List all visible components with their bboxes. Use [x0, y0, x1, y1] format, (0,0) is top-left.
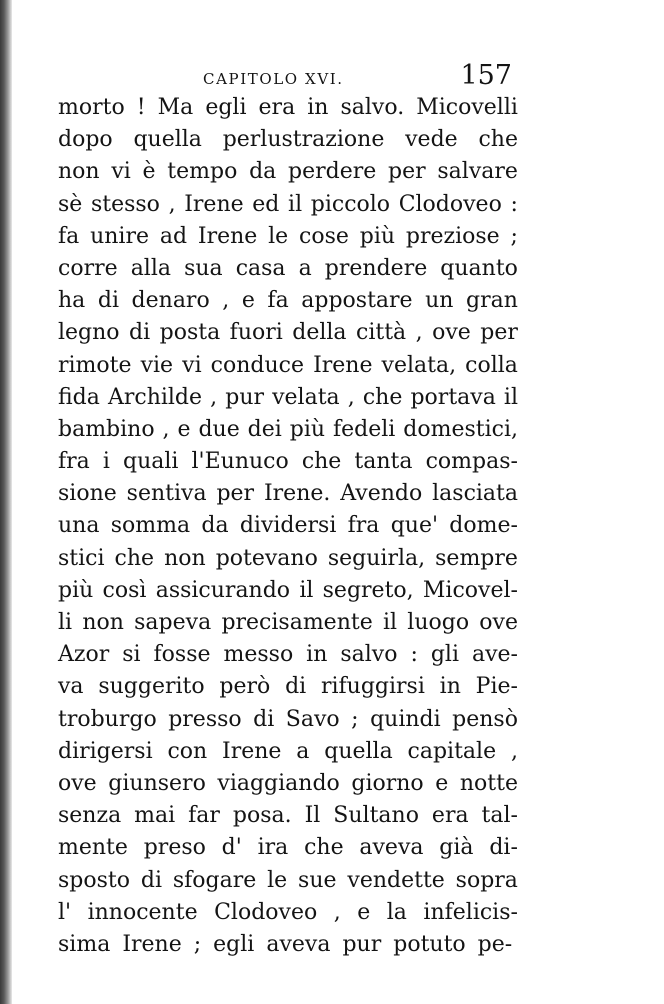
word: pur [342, 931, 382, 957]
word: Irene [313, 352, 373, 378]
word: quanto [440, 255, 518, 281]
word: fra [347, 513, 380, 539]
word: egli [213, 931, 255, 957]
text-line [58, 382, 518, 414]
word: fra [58, 449, 90, 475]
word: dividersi [239, 513, 337, 539]
word: più [289, 416, 326, 442]
word: tal- [481, 803, 518, 829]
word: il [299, 577, 314, 603]
word: tempo [167, 159, 238, 185]
word: più [58, 577, 94, 603]
text-line [58, 768, 518, 800]
word: una [58, 513, 100, 539]
word: che [301, 449, 342, 475]
word: il [503, 384, 518, 410]
word: ; [193, 931, 202, 957]
word: Clodoveo [398, 191, 502, 217]
word: era [258, 95, 296, 120]
word: morto [58, 95, 125, 120]
word: perdere [288, 159, 377, 185]
word: Archilde [107, 384, 203, 410]
word: non [82, 610, 124, 635]
book-binding-edge [0, 0, 12, 1004]
word: quella [324, 738, 393, 764]
word: seguirla, [327, 545, 426, 571]
word: è [142, 159, 156, 185]
word: vi [111, 159, 131, 185]
text-line [58, 285, 518, 317]
text-line [58, 156, 518, 188]
word: in [306, 642, 328, 668]
running-head [58, 58, 518, 92]
word: segreto, [322, 577, 414, 603]
word: sima [58, 931, 111, 957]
word: Irene [222, 738, 282, 764]
word: sfogare [172, 867, 257, 893]
word: capitale [407, 738, 497, 764]
word: il [382, 610, 398, 635]
word: di- [489, 835, 518, 861]
word: ove [432, 320, 471, 346]
word: sentiva [126, 481, 207, 507]
text-line [58, 897, 518, 929]
word: le [267, 867, 288, 893]
word: che [362, 384, 403, 410]
word: di [285, 674, 307, 700]
word: già [439, 835, 474, 861]
word: potuto [393, 931, 466, 957]
word: prendere [324, 255, 428, 281]
word: velata [272, 384, 340, 410]
word: sè [58, 191, 83, 217]
text-line [58, 414, 518, 446]
word: sapeva [134, 610, 212, 635]
word: di [253, 706, 275, 732]
word: gli [430, 642, 459, 668]
word: potevano [215, 545, 318, 571]
word: e [241, 288, 255, 314]
word: a [298, 255, 312, 281]
word: che [304, 835, 344, 861]
text-line [58, 671, 518, 703]
word: li [58, 610, 73, 635]
word: però [219, 674, 271, 700]
word: i [102, 449, 110, 475]
word: presso [168, 706, 242, 732]
text-line [58, 639, 518, 671]
word: quindi [370, 706, 441, 732]
text-line [58, 929, 518, 961]
word: quella [133, 127, 202, 153]
page-number: 157 [460, 60, 512, 91]
word: Micovelli [416, 95, 518, 120]
word: luogo [407, 610, 470, 635]
text-line [58, 865, 518, 897]
word: Avendo [340, 481, 423, 507]
word: l' [58, 899, 72, 925]
word: la [386, 899, 407, 925]
word: così [102, 577, 147, 603]
word: da [249, 159, 277, 185]
word: vendette [347, 867, 445, 893]
word: : [410, 642, 418, 668]
word: e [357, 899, 371, 925]
text-line [58, 832, 518, 864]
text-line [58, 510, 518, 542]
word: portava [410, 384, 496, 410]
word: casa [235, 255, 286, 281]
word: , [168, 191, 176, 217]
word: vede [405, 127, 458, 153]
word: sopra [455, 867, 518, 893]
word: Azor [58, 642, 110, 668]
text-line [58, 478, 518, 510]
word: Micovel- [422, 577, 518, 603]
word: un [425, 288, 454, 314]
word: appostare [301, 288, 413, 314]
word: ! [136, 95, 146, 120]
word: cose [299, 223, 349, 249]
word: ha [58, 288, 86, 314]
word: ; [351, 706, 359, 732]
word: Irene [184, 191, 244, 217]
text-line [58, 189, 518, 221]
word: vie [140, 352, 174, 378]
word: preso [143, 835, 206, 861]
word: ove [479, 610, 518, 635]
word: si [122, 642, 141, 668]
book-page [58, 58, 518, 957]
word: e [435, 770, 449, 796]
text-line [58, 575, 518, 607]
word: rimote [58, 352, 132, 378]
word: posta [159, 320, 221, 346]
word: ove [58, 770, 97, 796]
word: rifuggirsi [320, 674, 425, 700]
word: dei [247, 416, 282, 442]
word: per [388, 159, 426, 185]
text-line [58, 607, 518, 639]
word: piccolo [310, 191, 391, 217]
word: infelicis- [423, 899, 518, 925]
word: fuori [229, 320, 283, 346]
word: dopo [58, 127, 113, 153]
word: dome- [449, 513, 518, 539]
text-line [58, 253, 518, 285]
word: salvo. [340, 95, 405, 120]
word: in [307, 95, 329, 120]
word: aveva [359, 835, 424, 861]
word: era [431, 803, 469, 829]
word: far [188, 803, 220, 829]
word: due [198, 416, 240, 442]
word: unire [90, 223, 150, 249]
word: Sultano [333, 803, 419, 829]
word: que' [390, 513, 439, 539]
word: Pie- [475, 674, 518, 700]
text-line [58, 92, 518, 124]
word: per [216, 481, 255, 507]
word: egli [205, 95, 247, 120]
word: non [164, 545, 206, 571]
word: Savo [285, 706, 340, 732]
word: il [288, 191, 303, 217]
word: conduce [210, 352, 304, 378]
text-line [58, 350, 518, 382]
word: sione [58, 481, 117, 507]
text-line [58, 446, 518, 478]
word: perlustrazione [222, 127, 385, 153]
word: fida [58, 384, 100, 410]
word: Clodoveo [214, 899, 318, 925]
word: con [167, 738, 208, 764]
word: innocente [87, 899, 198, 925]
word: posa. [232, 803, 292, 829]
word: , [415, 320, 423, 346]
word: in [439, 674, 461, 700]
word: denaro [131, 288, 210, 314]
word: salvare [437, 159, 518, 185]
word: che [478, 127, 518, 153]
word: somma [110, 513, 191, 539]
word: per [480, 320, 518, 346]
word: a [296, 738, 310, 764]
word: , [510, 738, 518, 764]
word: precisamente [221, 610, 373, 635]
word: sua [184, 255, 223, 281]
text-line [58, 543, 518, 575]
word: legno [58, 320, 120, 346]
word: alla [130, 255, 171, 281]
word: fa [267, 288, 289, 314]
word: sue [298, 867, 337, 893]
word: e [177, 416, 191, 442]
word: di [140, 867, 162, 893]
word: fa [58, 223, 80, 249]
word: preziose [405, 223, 500, 249]
word: che [114, 545, 155, 571]
word: senza [58, 803, 122, 829]
word: ed [252, 191, 280, 217]
word: , [162, 416, 170, 442]
word: va [58, 674, 84, 700]
word: giunsero [108, 770, 206, 796]
word: viaggiando [217, 770, 340, 796]
word: pensò [452, 706, 518, 732]
word: stesso [90, 191, 160, 217]
word: troburgo [58, 706, 157, 732]
word: assicurando [155, 577, 291, 603]
word: suggerito [98, 674, 205, 700]
word: mai [134, 803, 176, 829]
word: fedeli [332, 416, 396, 442]
word: , [210, 384, 218, 410]
word: vi [182, 352, 202, 378]
word: messo [223, 642, 294, 668]
word: non [58, 159, 100, 185]
word: corre [58, 255, 118, 281]
word: quali [122, 449, 179, 475]
word: ave- [471, 642, 518, 668]
text-line [58, 704, 518, 736]
word: pur [225, 384, 265, 410]
text-line [58, 736, 518, 768]
body-text [58, 92, 518, 961]
word: mente [58, 835, 128, 861]
word: sposto [58, 867, 130, 893]
word: più [359, 223, 396, 249]
word: bambino [58, 416, 155, 442]
word: , [333, 899, 341, 925]
word: stici [58, 545, 105, 571]
word: d' [221, 835, 242, 861]
text-line [58, 221, 518, 253]
word: Ma [157, 95, 194, 120]
word: Irene. [263, 481, 331, 507]
word: aveva [266, 931, 331, 957]
word: città [356, 320, 407, 346]
word: le [268, 223, 289, 249]
word: salvo [340, 642, 398, 668]
chapter-title: CAPITOLO XVI. [203, 70, 344, 88]
text-line [58, 124, 518, 156]
word: lasciata [432, 481, 518, 507]
word: Irene [197, 223, 258, 249]
word: tanta [354, 449, 413, 475]
text-line [58, 317, 518, 349]
word: , [347, 384, 355, 410]
word: Il [304, 803, 321, 829]
word: gran [466, 288, 518, 314]
word: dirigersi [58, 738, 153, 764]
word: sempre [435, 545, 518, 571]
word: domestici, [403, 416, 518, 442]
word: pe- [477, 931, 513, 957]
word: velata, [381, 352, 457, 378]
word: notte [459, 770, 518, 796]
word: della [292, 320, 347, 346]
word: Irene [122, 931, 182, 957]
word: colla [465, 352, 518, 378]
word: da [201, 513, 229, 539]
word: fosse [153, 642, 211, 668]
word: : [510, 191, 518, 217]
text-line [58, 800, 518, 832]
word: giorno [351, 770, 424, 796]
word: ; [510, 223, 518, 249]
word: ira [257, 835, 289, 861]
word: , [222, 288, 230, 314]
word: compas- [425, 449, 518, 475]
word: ad [159, 223, 188, 249]
word: di [97, 288, 119, 314]
word: di [129, 320, 151, 346]
word: l'Eunuco [191, 449, 289, 475]
